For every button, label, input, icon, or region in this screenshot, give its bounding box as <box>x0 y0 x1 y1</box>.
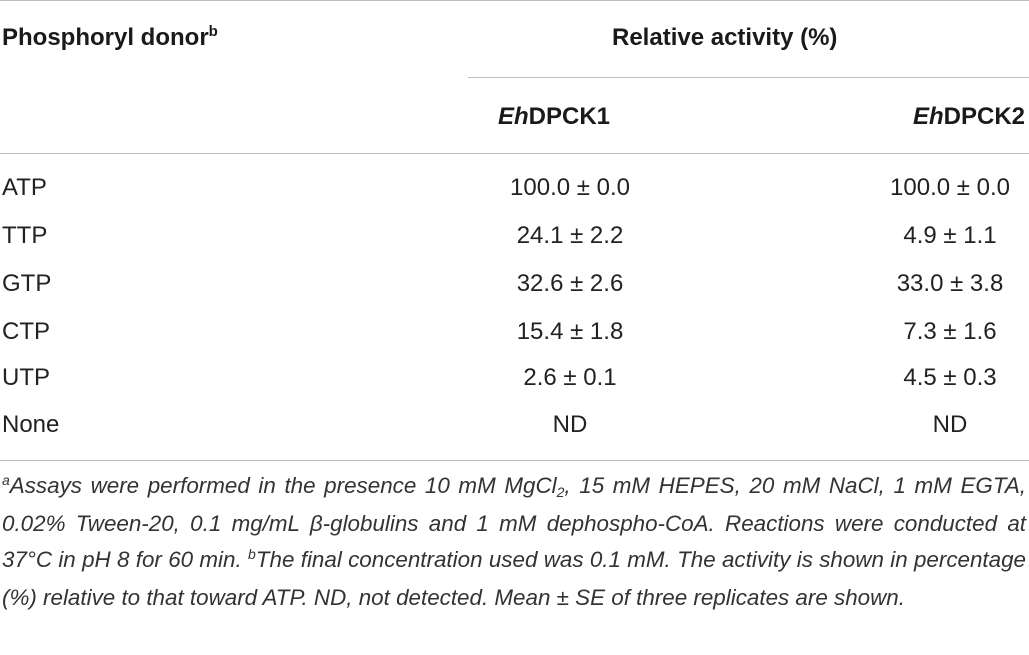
cell-ehdpck1: 32.6 ± 2.6 <box>516 270 624 297</box>
header-ehdpck2 <box>913 103 1025 131</box>
table-row <box>0 216 1029 256</box>
header-col2-italic: Eh <box>912 103 944 130</box>
header-col1-text: DPCK1 <box>528 103 611 130</box>
footnote-b-text: The final concentration used was 0.1 mM. The activity is shown in percentage (%) relative to that toward ATP. ND, not detected. Mean ± SE of three replicates are shown. <box>2 547 1026 610</box>
cell-donor: GTP <box>2 270 52 297</box>
table-row <box>0 405 1029 445</box>
header-ehdpck1 <box>498 103 610 131</box>
cell-ehdpck1: 2.6 ± 0.1 <box>523 364 617 391</box>
header-donor-footnote-mark: b <box>208 23 218 40</box>
cell-ehdpck2: ND <box>932 411 968 438</box>
table-row <box>0 312 1029 352</box>
table-bottom-rule <box>0 460 1029 461</box>
cell-ehdpck2: 4.5 ± 0.3 <box>903 364 997 391</box>
footnote-subscript: 2 <box>556 484 565 500</box>
table-row <box>0 264 1029 304</box>
table-row <box>0 168 1029 208</box>
footnote-a-text-2: , 15 mM HEPES, 20 mM NaCl, 1 mM EGTA, 0.02% Tween-20, 0.1 mg/mL β-globulins and 1 mM dephospho-CoA. Reactions were conducted at 37°C in pH 8 for 60 min. <box>2 473 1026 572</box>
header-phosphoryl-donor <box>2 24 218 55</box>
cell-donor: ATP <box>2 174 47 201</box>
cell-donor: CTP <box>2 318 50 345</box>
header-col1-italic: Eh <box>498 103 529 130</box>
header-bottom-rule <box>0 153 1029 154</box>
footnote-a-text-1: Assays were performed in the presence 10 mM MgCl <box>9 473 557 498</box>
header-donor-text: Phosphoryl donor <box>2 24 209 51</box>
footnote-mark-a: a <box>2 472 10 488</box>
table-row <box>0 358 1029 398</box>
cell-ehdpck2: 4.9 ± 1.1 <box>903 222 997 249</box>
table-footnote <box>2 468 1026 616</box>
cell-donor: None <box>2 411 60 438</box>
cell-ehdpck2: 100.0 ± 0.0 <box>890 174 1010 201</box>
cell-donor: UTP <box>2 364 50 391</box>
cell-ehdpck2: 33.0 ± 3.8 <box>896 270 1004 297</box>
table-top-rule <box>0 0 1029 1</box>
cell-ehdpck1: 15.4 ± 1.8 <box>516 318 624 345</box>
cell-ehdpck1: 24.1 ± 2.2 <box>516 222 624 249</box>
header-group-rule <box>468 77 1029 78</box>
cell-ehdpck1: ND <box>552 411 588 438</box>
cell-ehdpck1: 100.0 ± 0.0 <box>510 174 630 201</box>
header-col2-text: DPCK2 <box>943 103 1025 130</box>
cell-donor: TTP <box>2 222 48 249</box>
footnote-mark-b: b <box>248 546 256 562</box>
header-relative-activity: Relative activity (%) <box>612 24 838 51</box>
cell-ehdpck2: 7.3 ± 1.6 <box>903 318 997 345</box>
